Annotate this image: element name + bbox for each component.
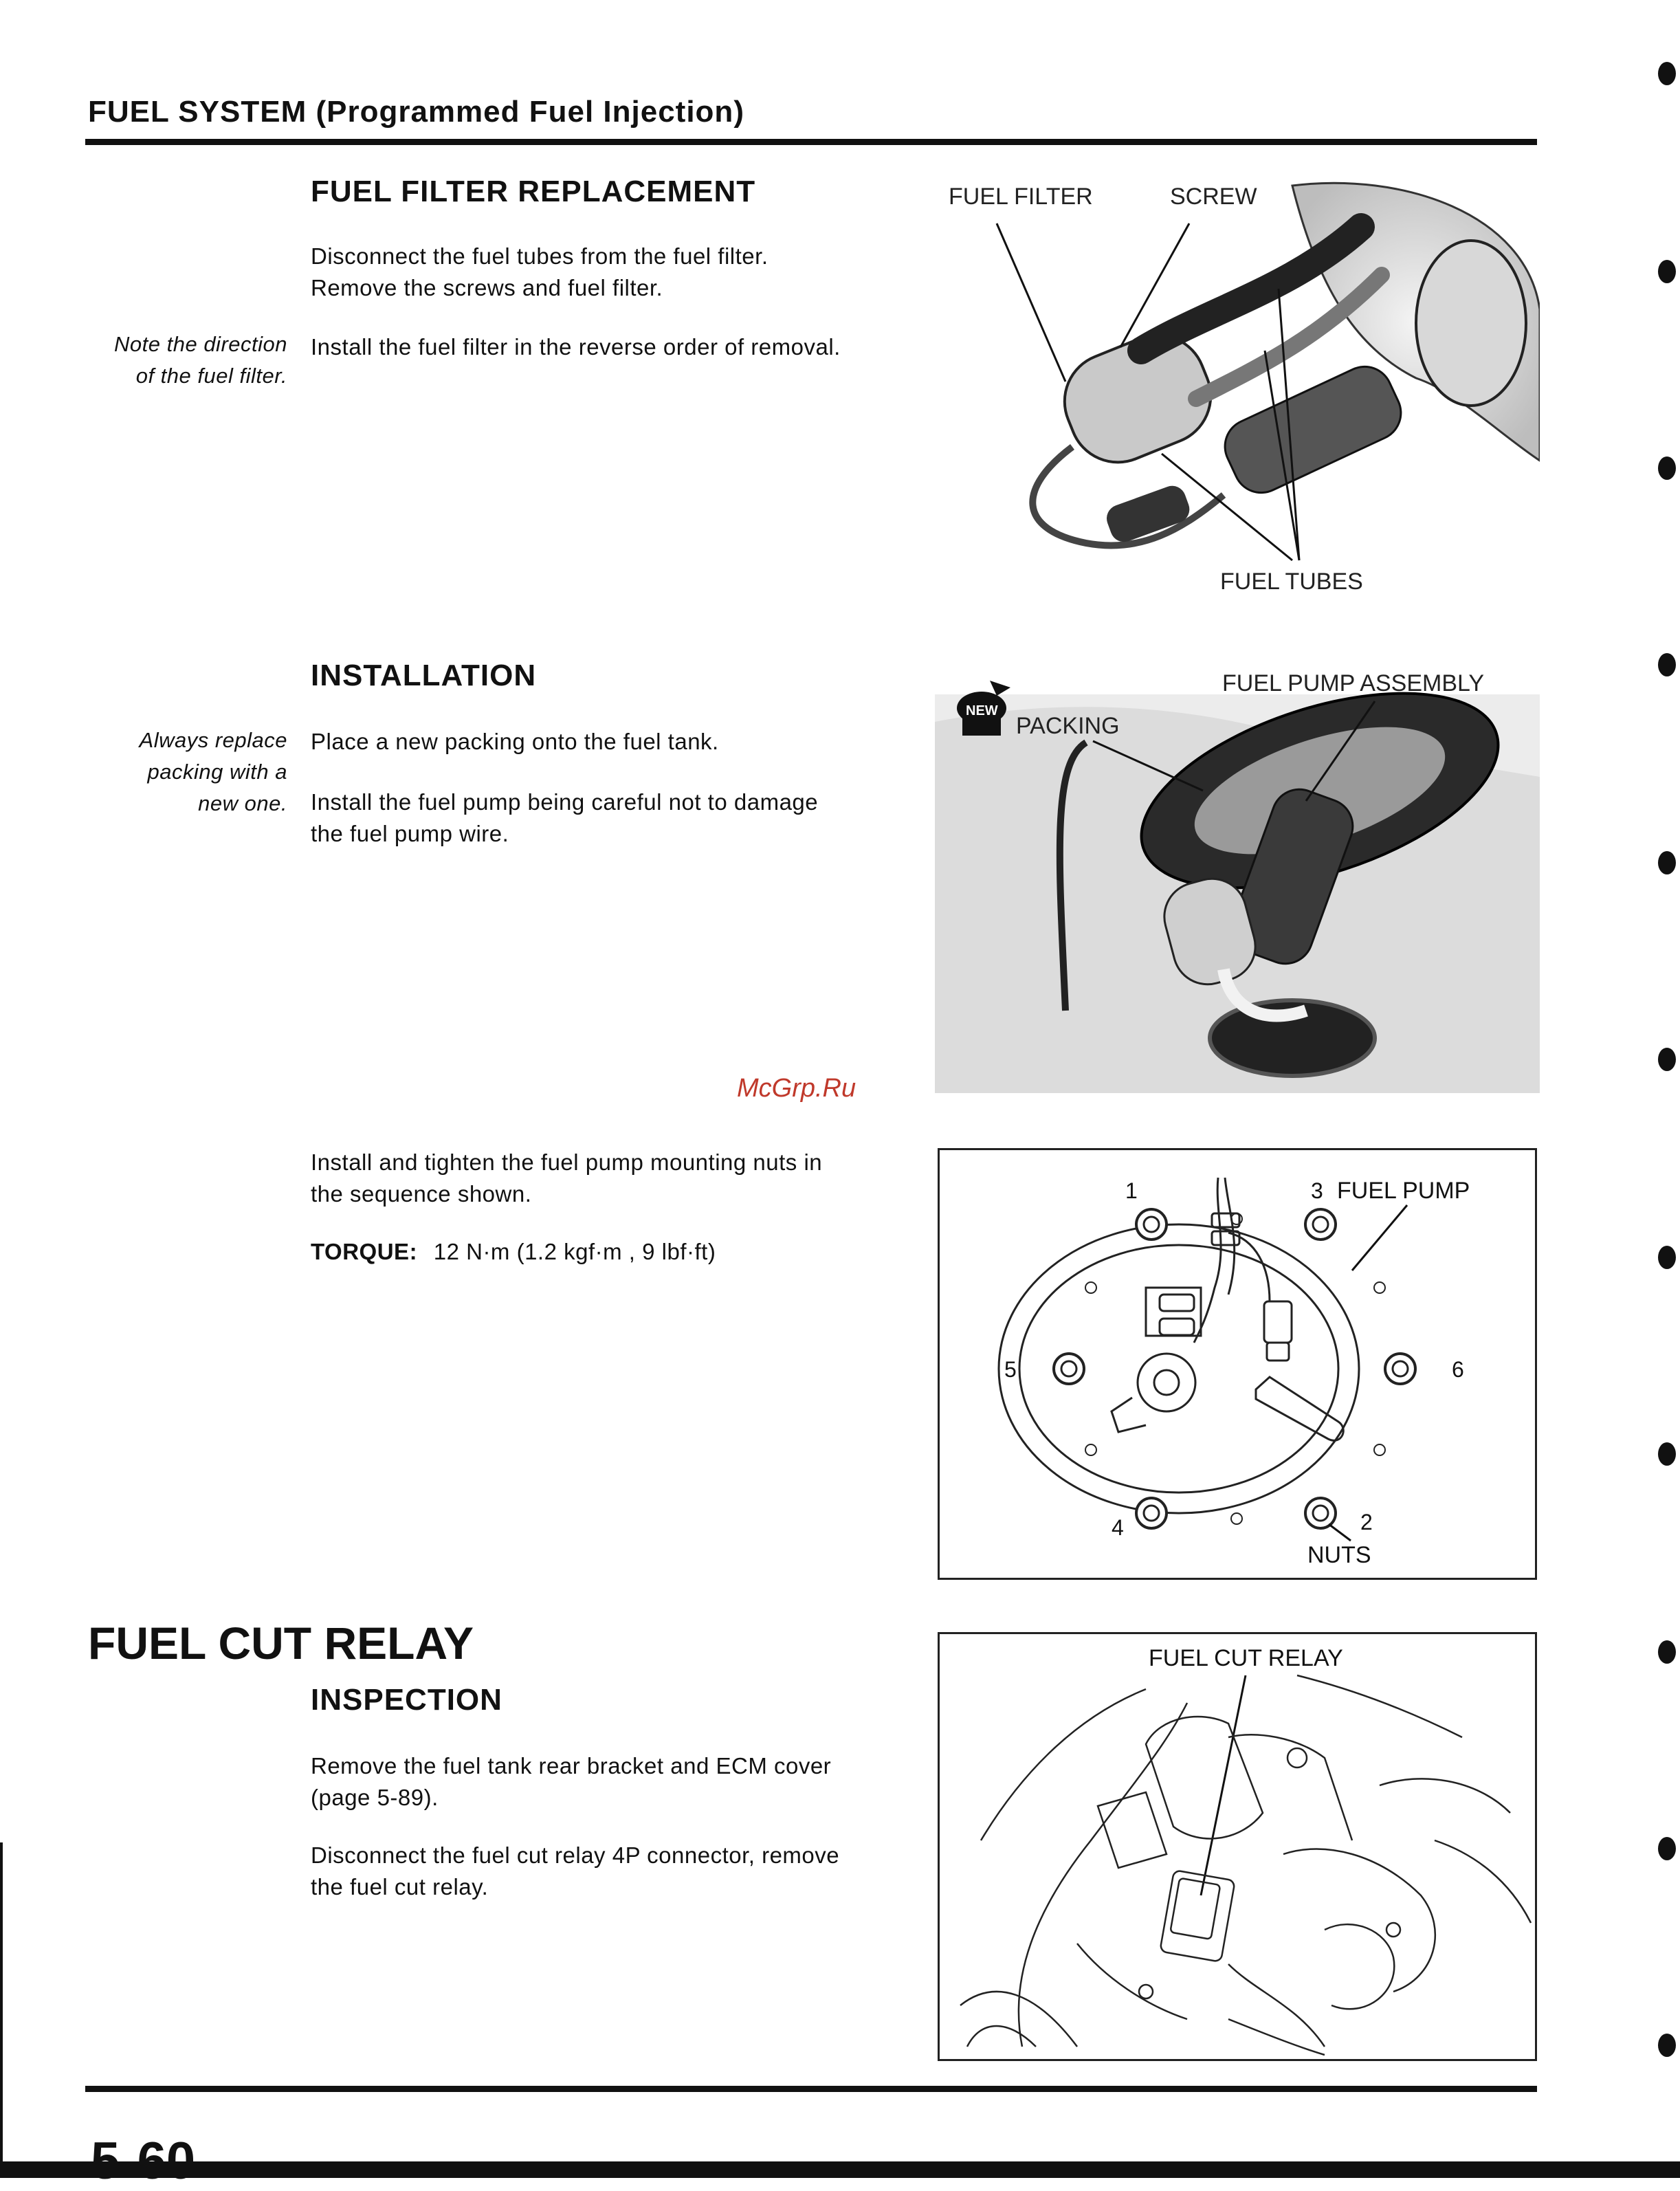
binding-hole: [1658, 1048, 1676, 1071]
label-fuel-pump: FUEL PUMP: [1337, 1178, 1470, 1204]
leader-line: [997, 223, 1065, 382]
footer-rule: [85, 2086, 1537, 2092]
leader-line: [1201, 1675, 1246, 1895]
binding-hole: [1658, 260, 1676, 283]
clamp-shape: [1103, 482, 1193, 546]
torque-value: 12 N·m (1.2 kgf·m , 9 lbf·ft): [433, 1239, 716, 1264]
nut-5: [1054, 1354, 1084, 1384]
nut-sequence-diagram: [940, 1150, 1535, 1578]
frame-line-drawing: [960, 1675, 1531, 2055]
relay-step-1: Remove the fuel tank rear bracket and ECM cover (page 5-89).: [311, 1753, 832, 1810]
installation-heading: INSTALLATION: [311, 659, 537, 692]
binding-hole: [1658, 1442, 1676, 1466]
scan-bottom-edge: [0, 2161, 1680, 2178]
leader-line: [1329, 1524, 1351, 1541]
label-fuel-filter: FUEL FILTER: [949, 184, 1093, 210]
nut-1: [1136, 1209, 1167, 1240]
packing-note: Always replace packing with a new one.: [139, 728, 287, 815]
binding-hole: [1658, 1837, 1676, 1860]
torque-spec: [311, 1236, 916, 1268]
installation-step-2: Install the fuel pump being careful not to damage the fuel pump wire.: [311, 789, 819, 846]
fuel-filter-figure: [935, 172, 1540, 612]
installation-step-3: Install and tighten the fuel pump mounting nuts in the sequence shown.: [311, 1149, 823, 1207]
label-fuel-tubes: FUEL TUBES: [1220, 569, 1363, 595]
seq-label-2: 2: [1360, 1510, 1373, 1534]
nut-2: [1305, 1498, 1336, 1528]
binding-hole: [1658, 456, 1676, 480]
torque-label: TORQUE:: [311, 1239, 418, 1264]
seq-label-6: 6: [1452, 1357, 1464, 1382]
label-screw: SCREW: [1170, 184, 1257, 210]
fuel-pump-assembly-figure: [935, 653, 1540, 1093]
fuel-filter-heading: FUEL FILTER REPLACEMENT: [311, 175, 756, 208]
fuel-cut-relay-title: FUEL CUT RELAY: [88, 1618, 474, 1669]
inspection-heading: INSPECTION: [311, 1683, 502, 1717]
binding-hole: [1658, 1640, 1676, 1664]
filter-step-2: Remove the screws and fuel filter.: [311, 275, 663, 300]
label-nuts: NUTS: [1307, 1542, 1371, 1568]
watermark-text: McGrp.Ru: [737, 1074, 856, 1103]
page-header-title: FUEL SYSTEM (Programmed Fuel Injection): [88, 95, 744, 129]
nut-6: [1385, 1354, 1415, 1384]
nut-sequence-diagram-box: [938, 1148, 1537, 1580]
label-fuel-cut-relay: FUEL CUT RELAY: [1149, 1645, 1343, 1671]
nut-4: [1136, 1498, 1167, 1528]
header-rule: [85, 139, 1537, 145]
label-fuel-pump-assembly: FUEL PUMP ASSEMBLY: [1222, 670, 1485, 696]
binding-hole: [1658, 851, 1676, 874]
seq-label-4: 4: [1112, 1515, 1124, 1540]
flange-ring: [1416, 241, 1526, 406]
binding-hole: [1658, 62, 1676, 85]
leader-line: [1352, 1205, 1407, 1270]
filter-steps: [311, 241, 916, 304]
seq-label-1: 1: [1125, 1178, 1138, 1203]
relay-step-2: Disconnect the fuel cut relay 4P connector, remove the fuel cut relay.: [311, 1842, 840, 1900]
bolt-holes: [1085, 1213, 1385, 1524]
filter-install-step: Install the fuel filter in the reverse order of removal.: [311, 334, 841, 360]
label-packing: PACKING: [1016, 713, 1120, 739]
filter-step-1: Disconnect the fuel tubes from the fuel filter.: [311, 243, 769, 269]
nut-3: [1305, 1209, 1336, 1240]
filter-direction-note: Note the direction of the fuel filter.: [114, 332, 287, 388]
seq-label-3: 3: [1311, 1178, 1323, 1203]
installation-step-1: Place a new packing onto the fuel tank.: [311, 729, 719, 754]
binding-hole: [1658, 653, 1676, 676]
svg-text:NEW: NEW: [966, 703, 998, 718]
seq-label-5: 5: [1004, 1357, 1017, 1382]
binding-hole: [1658, 2034, 1676, 2057]
fuel-cut-relay-figure-box: [938, 1632, 1537, 2061]
binding-hole: [1658, 1246, 1676, 1269]
scan-edge-line: [0, 1842, 3, 2166]
fuel-cut-relay-figure: [940, 1634, 1535, 2059]
